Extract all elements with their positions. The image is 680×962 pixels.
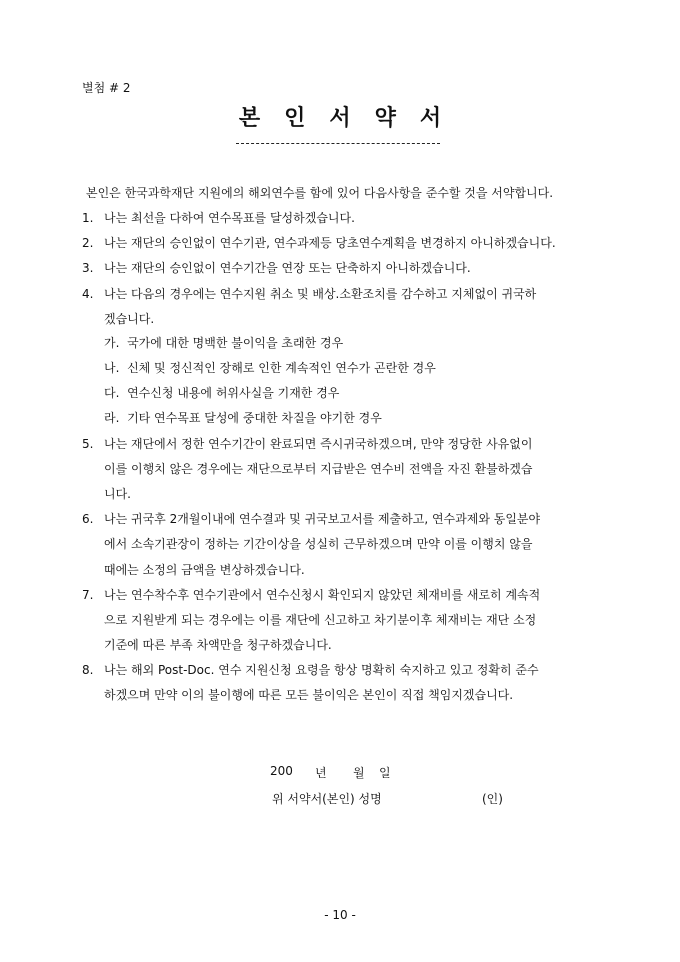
item-number: 5. [82, 437, 94, 451]
item-number: 8. [82, 663, 94, 677]
item-text-continued: 때에는 소정의 금액을 변상하겠습니다. [104, 563, 305, 577]
sub-item-text: 신체 및 정신적인 장해로 인한 계속적인 연수가 곤란한 경우 [127, 361, 436, 375]
title-underline [236, 143, 440, 144]
date-year-unit: 년 [315, 766, 327, 780]
sub-item-na [104, 360, 436, 376]
document-title: 본인서약서 [238, 106, 466, 131]
sub-item-mark: 나. [104, 361, 120, 375]
list-item-3 [82, 260, 471, 276]
list-item-4 [82, 286, 536, 302]
item-text: 나는 재단에서 정한 연수기간이 완료되면 즉시귀국하겠으며, 만약 정당한 사유없이 [104, 437, 533, 451]
item-text: 나는 해외 Post-Doc. 연수 지원신청 요령을 항상 명확히 숙지하고 있고 정확히 준수 [104, 663, 539, 677]
list-item-8 [82, 662, 539, 678]
item-number: 4. [82, 287, 94, 301]
item-number: 6. [82, 512, 94, 526]
item-text: 나는 다음의 경우에는 연수지원 취소 및 배상.소환조치를 감수하고 지체없이 귀국하 [104, 287, 537, 301]
signature-label: 위 서약서(본인) 성명 [272, 792, 382, 806]
list-item-5 [82, 436, 532, 452]
item-text-continued: 이를 이행치 않은 경우에는 재단으로부터 지급받은 연수비 전액을 자진 환불하겠습 [104, 462, 533, 476]
date-year: 200 [270, 764, 293, 778]
list-item-2 [82, 235, 556, 251]
item-text-continued: 에서 소속기관장이 정하는 기간이상을 성실히 근무하겠으며 만약 이를 이행치 않을 [104, 537, 533, 551]
item-number: 2. [82, 236, 94, 250]
sub-item-ga [104, 335, 343, 351]
item-text: 나는 귀국후 2개월이내에 연수결과 및 귀국보고서를 제출하고, 연수과제와 동일분야 [104, 512, 541, 526]
list-item-7 [82, 587, 540, 603]
page-number: - 10 - [324, 908, 356, 922]
item-number: 3. [82, 261, 94, 275]
sub-item-da [104, 385, 339, 401]
item-text: 나는 재단의 승인없이 연수기관, 연수과제등 당초연수계획을 변경하지 아니하겠습니다. [104, 236, 556, 250]
item-number: 7. [82, 588, 94, 602]
sub-item-mark: 가. [104, 336, 120, 350]
sub-item-text: 국가에 대한 명백한 불이익을 초래한 경우 [127, 336, 344, 350]
item-text-continued: 하겠으며 만약 이의 불이행에 따른 모든 불이익은 본인이 직접 책임지겠습니다. [104, 688, 514, 702]
date-month-unit: 월 [353, 766, 365, 780]
intro-text: 본인은 한국과학재단 지원에의 해외연수를 함에 있어 다음사항을 준수할 것을 서약합니다. [86, 186, 554, 200]
attachment-label: 별첨 # 2 [82, 81, 131, 95]
sub-item-ra [104, 410, 382, 426]
sub-item-mark: 라. [104, 411, 120, 425]
list-item-1 [82, 210, 355, 226]
date-day-unit: 일 [379, 766, 391, 780]
sub-item-text: 연수신청 내용에 허위사실을 기재한 경우 [127, 386, 340, 400]
item-text-continued: 기준에 따른 부족 차액만을 청구하겠습니다. [104, 638, 332, 652]
item-text: 나는 최선을 다하여 연수목표를 달성하겠습니다. [104, 211, 355, 225]
sub-item-text: 기타 연수목표 달성에 중대한 차질을 야기한 경우 [127, 411, 382, 425]
item-text-continued: 으로 지원받게 되는 경우에는 이를 재단에 신고하고 차기분이후 체재비는 재단 소정 [104, 613, 537, 627]
item-number: 1. [82, 211, 94, 225]
item-text: 나는 재단의 승인없이 연수기간을 연장 또는 단축하지 아니하겠습니다. [104, 261, 471, 275]
sub-item-mark: 다. [104, 386, 120, 400]
seal-mark: (인) [482, 792, 503, 806]
list-item-6 [82, 511, 540, 527]
item-text-continued: 겠습니다. [104, 312, 155, 326]
item-text: 나는 연수착수후 연수기관에서 연수신청시 확인되지 않았던 체재비를 새로히 계속적 [104, 588, 541, 602]
item-text-continued: 니다. [104, 487, 131, 501]
